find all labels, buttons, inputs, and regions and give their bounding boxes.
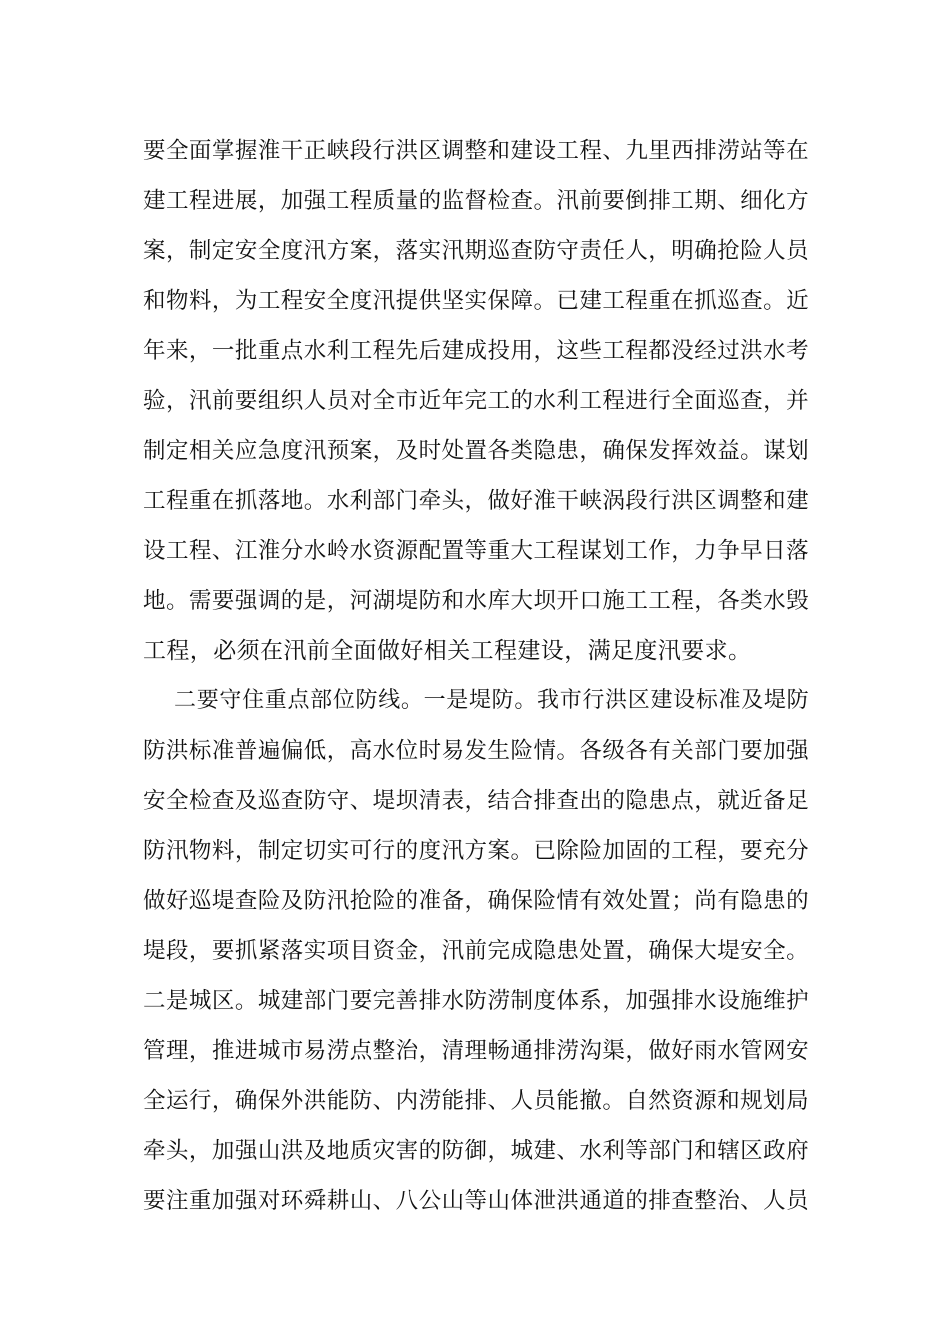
text-line-12: 二要守住重点部位防线。一是堤防。我市行洪区建设标准及堤防 [174, 688, 809, 713]
text-line-9: 设工程、江淮分水岭水资源配置等重大工程谋划工作，力争早日落 [143, 538, 809, 564]
text-line-19: 管理，推进城市易涝点整治，清理畅通排涝沟渠，做好雨水管网安 [143, 1038, 809, 1064]
text-line-2: 建工程进展，加强工程质量的监督检查。汛前要倒排工期、细化方 [143, 188, 809, 214]
text-line-6: 验，汛前要组织人员对全市近年完工的水利工程进行全面巡查，并 [143, 388, 809, 414]
text-line-20: 全运行，确保外洪能防、内涝能排、人员能撤。自然资源和规划局 [143, 1088, 809, 1114]
text-line-16: 做好巡堤查险及防汛抢险的准备，确保险情有效处置；尚有隐患的 [143, 888, 809, 914]
text-line-4: 和物料，为工程安全度汛提供坚实保障。已建工程重在抓巡查。近 [143, 288, 809, 314]
text-line-7: 制定相关应急度汛预案，及时处置各类隐患，确保发挥效益。谋划 [143, 438, 809, 464]
text-line-21: 牵头，加强山洪及地质灾害的防御，城建、水利等部门和辖区政府 [143, 1138, 809, 1164]
text-line-18: 二是城区。城建部门要完善排水防涝制度体系，加强排水设施维护 [143, 988, 809, 1014]
text-line-15: 防汛物料，制定切实可行的度汛方案。已除险加固的工程，要充分 [143, 838, 809, 864]
text-line-22: 要注重加强对环舜耕山、八公山等山体泄洪通道的排查整治、人员 [143, 1188, 809, 1214]
text-line-10: 地。需要强调的是，河湖堤防和水库大坝开口施工工程，各类水毁 [143, 588, 809, 614]
text-line-3: 案，制定安全度汛方案，落实汛期巡查防守责任人，明确抢险人员 [143, 238, 809, 264]
text-line-14: 安全检查及巡查防守、堤坝清表，结合排查出的隐患点，就近备足 [143, 788, 809, 814]
text-line-13: 防洪标准普遍偏低，高水位时易发生险情。各级各有关部门要加强 [143, 738, 809, 764]
text-line-11: 工程，必须在汛前全面做好相关工程建设，满足度汛要求。 [143, 638, 752, 664]
body-text [143, 126, 809, 1226]
text-line-1: 要全面掌握淮干正峡段行洪区调整和建设工程、九里西排涝站等在 [143, 138, 809, 164]
text-line-17: 堤段，要抓紧落实项目资金，汛前完成隐患处置，确保大堤安全。 [143, 938, 809, 964]
text-line-8: 工程重在抓落地。水利部门牵头，做好淮干峡涡段行洪区调整和建 [143, 488, 809, 514]
text-line-5: 年来，一批重点水利工程先后建成投用，这些工程都没经过洪水考 [143, 338, 809, 364]
